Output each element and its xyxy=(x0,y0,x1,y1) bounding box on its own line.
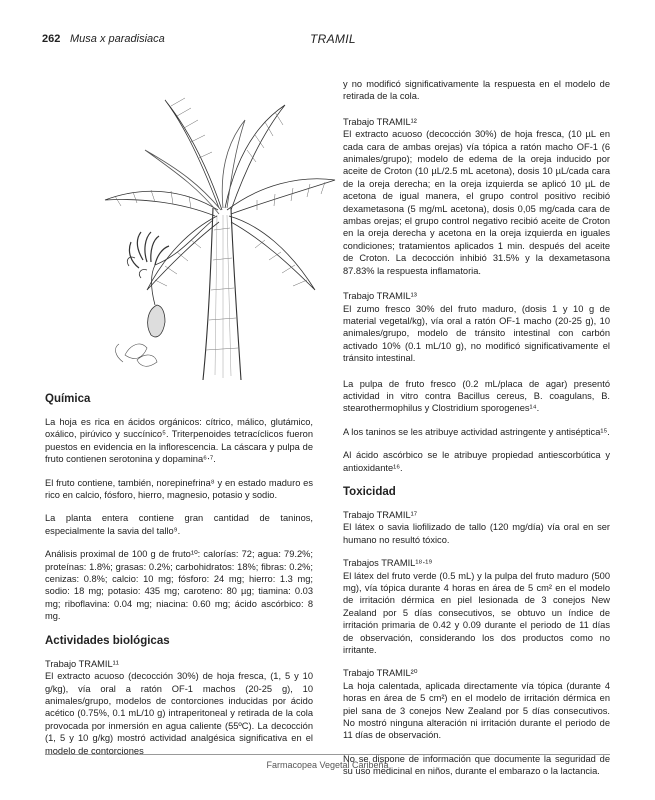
banana-plant-illustration xyxy=(85,90,340,385)
trabajo-18-19-label: Trabajos TRAMIL¹⁸‧¹⁹ xyxy=(343,558,433,569)
quimica-paragraph-4: Análisis proximal de 100 g de fruto¹⁰: calorías: 72; agua: 79.2%; proteínas: 1.8%; grasas: 0.2%; carbohidratos: 18%; fibras: 0.2%; cenizas: 0.8%; calcio: 10 mg; fósforo: 24 mg; hierro: 1.3 mg; sodio: 18 mg; potasio: 435 mg; caroteno: 80 µg; tiamina: 0.03 mg; riboflavina: 0.04 mg; niacina: 0.60 mg; ácido ascórbico: 8 mg. xyxy=(45,549,313,622)
continuation-text: y no modificó significativamente la respuesta en el modelo de retirada de la cola. xyxy=(343,79,610,102)
page-header xyxy=(42,30,612,48)
section-title-quimica: Química xyxy=(45,393,91,405)
page-footer: Farmacopea Vegetal Caribeña xyxy=(266,760,389,770)
right-column xyxy=(343,78,610,789)
trabajo-17-label: Trabajo TRAMIL¹⁷ xyxy=(343,509,418,520)
quimica-paragraph-1: La hoja es rica en ácidos orgánicos: cítrico, málico, glutámico, oxálico, pirúvico y succínico⁵. Triterpenoides tetracíclicos fueron puestos en evidencia en la inflorescencia. La cáscara y pulpa de fruto contienen serotonina y dopamina⁶‧⁷. xyxy=(45,417,313,465)
trabajo-11-text: El extracto acuoso (decocción 30%) de hoja fresca, (1, 5 y 10 g/kg), vía oral a ratón OF-1 machos (20-25 g), 10 animales/grupo, modelos de contorciones inducidas por ácido acético (0.75%, 0.1 mL/10 g) intraperitoneal y retirada de la cola provocada por inmersión en agua caliente (55ºC). La decocción (1, 5 y 10 g/kg) mostró actividad analgésica significativa en el modelo de contorciones xyxy=(45,671,313,756)
trabajo-17-text: El látex o savia liofilizado de tallo (120 mg/día) vía oral en ser humano no resultó tóxico. xyxy=(343,522,610,545)
trabajo-12 xyxy=(343,116,610,277)
trabajo-20-text: La hoja calentada, aplicada directamente vía tópica (durante 4 horas en área de 5 cm²) en el modelo de irritación dérmica en piel sana de 3 conejos New Zealand por 5 días consecutivos. No mostró ninguna alteración ni irritación durante el periodo de 11 días de observación. xyxy=(343,680,610,741)
taninos-paragraph: A los taninos se les atribuye actividad astringente y antiséptica¹⁵. xyxy=(343,426,610,437)
trabajo-13-label: Trabajo TRAMIL¹³ xyxy=(343,291,417,302)
trabajo-13-text: El zumo fresco 30% del fruto maduro, (dosis 1 y 10 g de material vegetal/kg), vía oral a ratón OF-1 macho (20-25 g), 10 animales/grupo, modelo de tránsito intestinal con carbón activado 10% (0.1 mL/10 g), no modificó significativamente el tránsito intestinal. xyxy=(343,303,610,364)
trabajo-18-19-text: El látex del fruto verde (0.5 mL) y la pulpa del fruto maduro (500 mg), vía tópica durante 4 horas en área de 5 cm² en el modelo de irritación dérmica en piel lesionada de 3 conejos New Zealand por 5 días consecutivos, se obtuvo un índice de irritación primaria de 0.42 y 0.09 durante el periodo de 11 días de observación, considerando los dos productos como no irritante. xyxy=(343,570,610,656)
page-number: 262 xyxy=(42,33,61,45)
final-paragraph: No se dispone de información que documente la seguridad de su uso medicinal en niños, durante el embarazo o la lactancia. xyxy=(343,753,610,777)
trabajo-12-label: Trabajo TRAMIL¹² xyxy=(343,116,417,127)
ascorbico-paragraph: Al ácido ascórbico se le atribuye propiedad antiescorbútica y antioxidante¹⁶. xyxy=(343,450,610,473)
species-name: Musa x paradisiaca xyxy=(70,33,165,45)
trabajo-11-label: Trabajo TRAMIL¹¹ xyxy=(45,658,119,669)
running-title: TRAMIL xyxy=(310,32,356,46)
trabajo-17 xyxy=(343,509,610,546)
quimica-paragraph-3: La planta entera contiene gran cantidad de taninos, especialmente la savia del tallo⁹. xyxy=(45,513,313,536)
trabajo-20-label: Trabajo TRAMIL²⁰ xyxy=(343,668,418,679)
trabajo-12-text: El extracto acuoso (decocción 30%) de hoja fresca, (10 µL en cada cara de ambas orejas) vía tópica a ratón macho OF-1 (6 animales/grupo); modelo de edema de la oreja inducido por aceite de Croton (10 µL/2.5 mL acetona), dosis 10 µL/cada cara de la oreja derecha; en la oreja izquierda se aplicó 10 µL de acetona de igual manera, el grupo control positivo recibió dexametasona (5 mg/mL acetona), dosis 0,05 mg/cada cara de ambas orejas; el grupo control negativo recibió aceite de Croton en la oreja derecha y acetona en la oreja izquierda en iguales condiciones; tratamientos aplicados 1 min. después del aceite de Croton. La decocción inhibió 31.5% y la dexametasona 87.83% la respuesta inflamatoria. xyxy=(343,129,610,276)
section-title-actividades: Actividades biológicas xyxy=(45,634,170,647)
trabajo-18-19 xyxy=(343,557,610,656)
trabajo-11 xyxy=(45,658,313,757)
trabajo-13 xyxy=(343,290,610,364)
footer-divider xyxy=(45,754,610,755)
quimica-paragraph-2: El fruto contiene, también, norepinefrina⁸ y en estado maduro es rico en calcio, fósforo, hierro, magnesio, potasio y sodio. xyxy=(45,477,313,501)
left-column xyxy=(45,392,313,768)
pulpa-paragraph: La pulpa de fruto fresco (0.2 mL/placa de agar) presentó actividad in vitro contra Bacillus cereus, B. coagulans, B. stearothermophilus y Clostridium sporogenes¹⁴. xyxy=(343,378,610,414)
section-title-toxicidad: Toxicidad xyxy=(343,485,396,498)
trabajo-20 xyxy=(343,667,610,741)
